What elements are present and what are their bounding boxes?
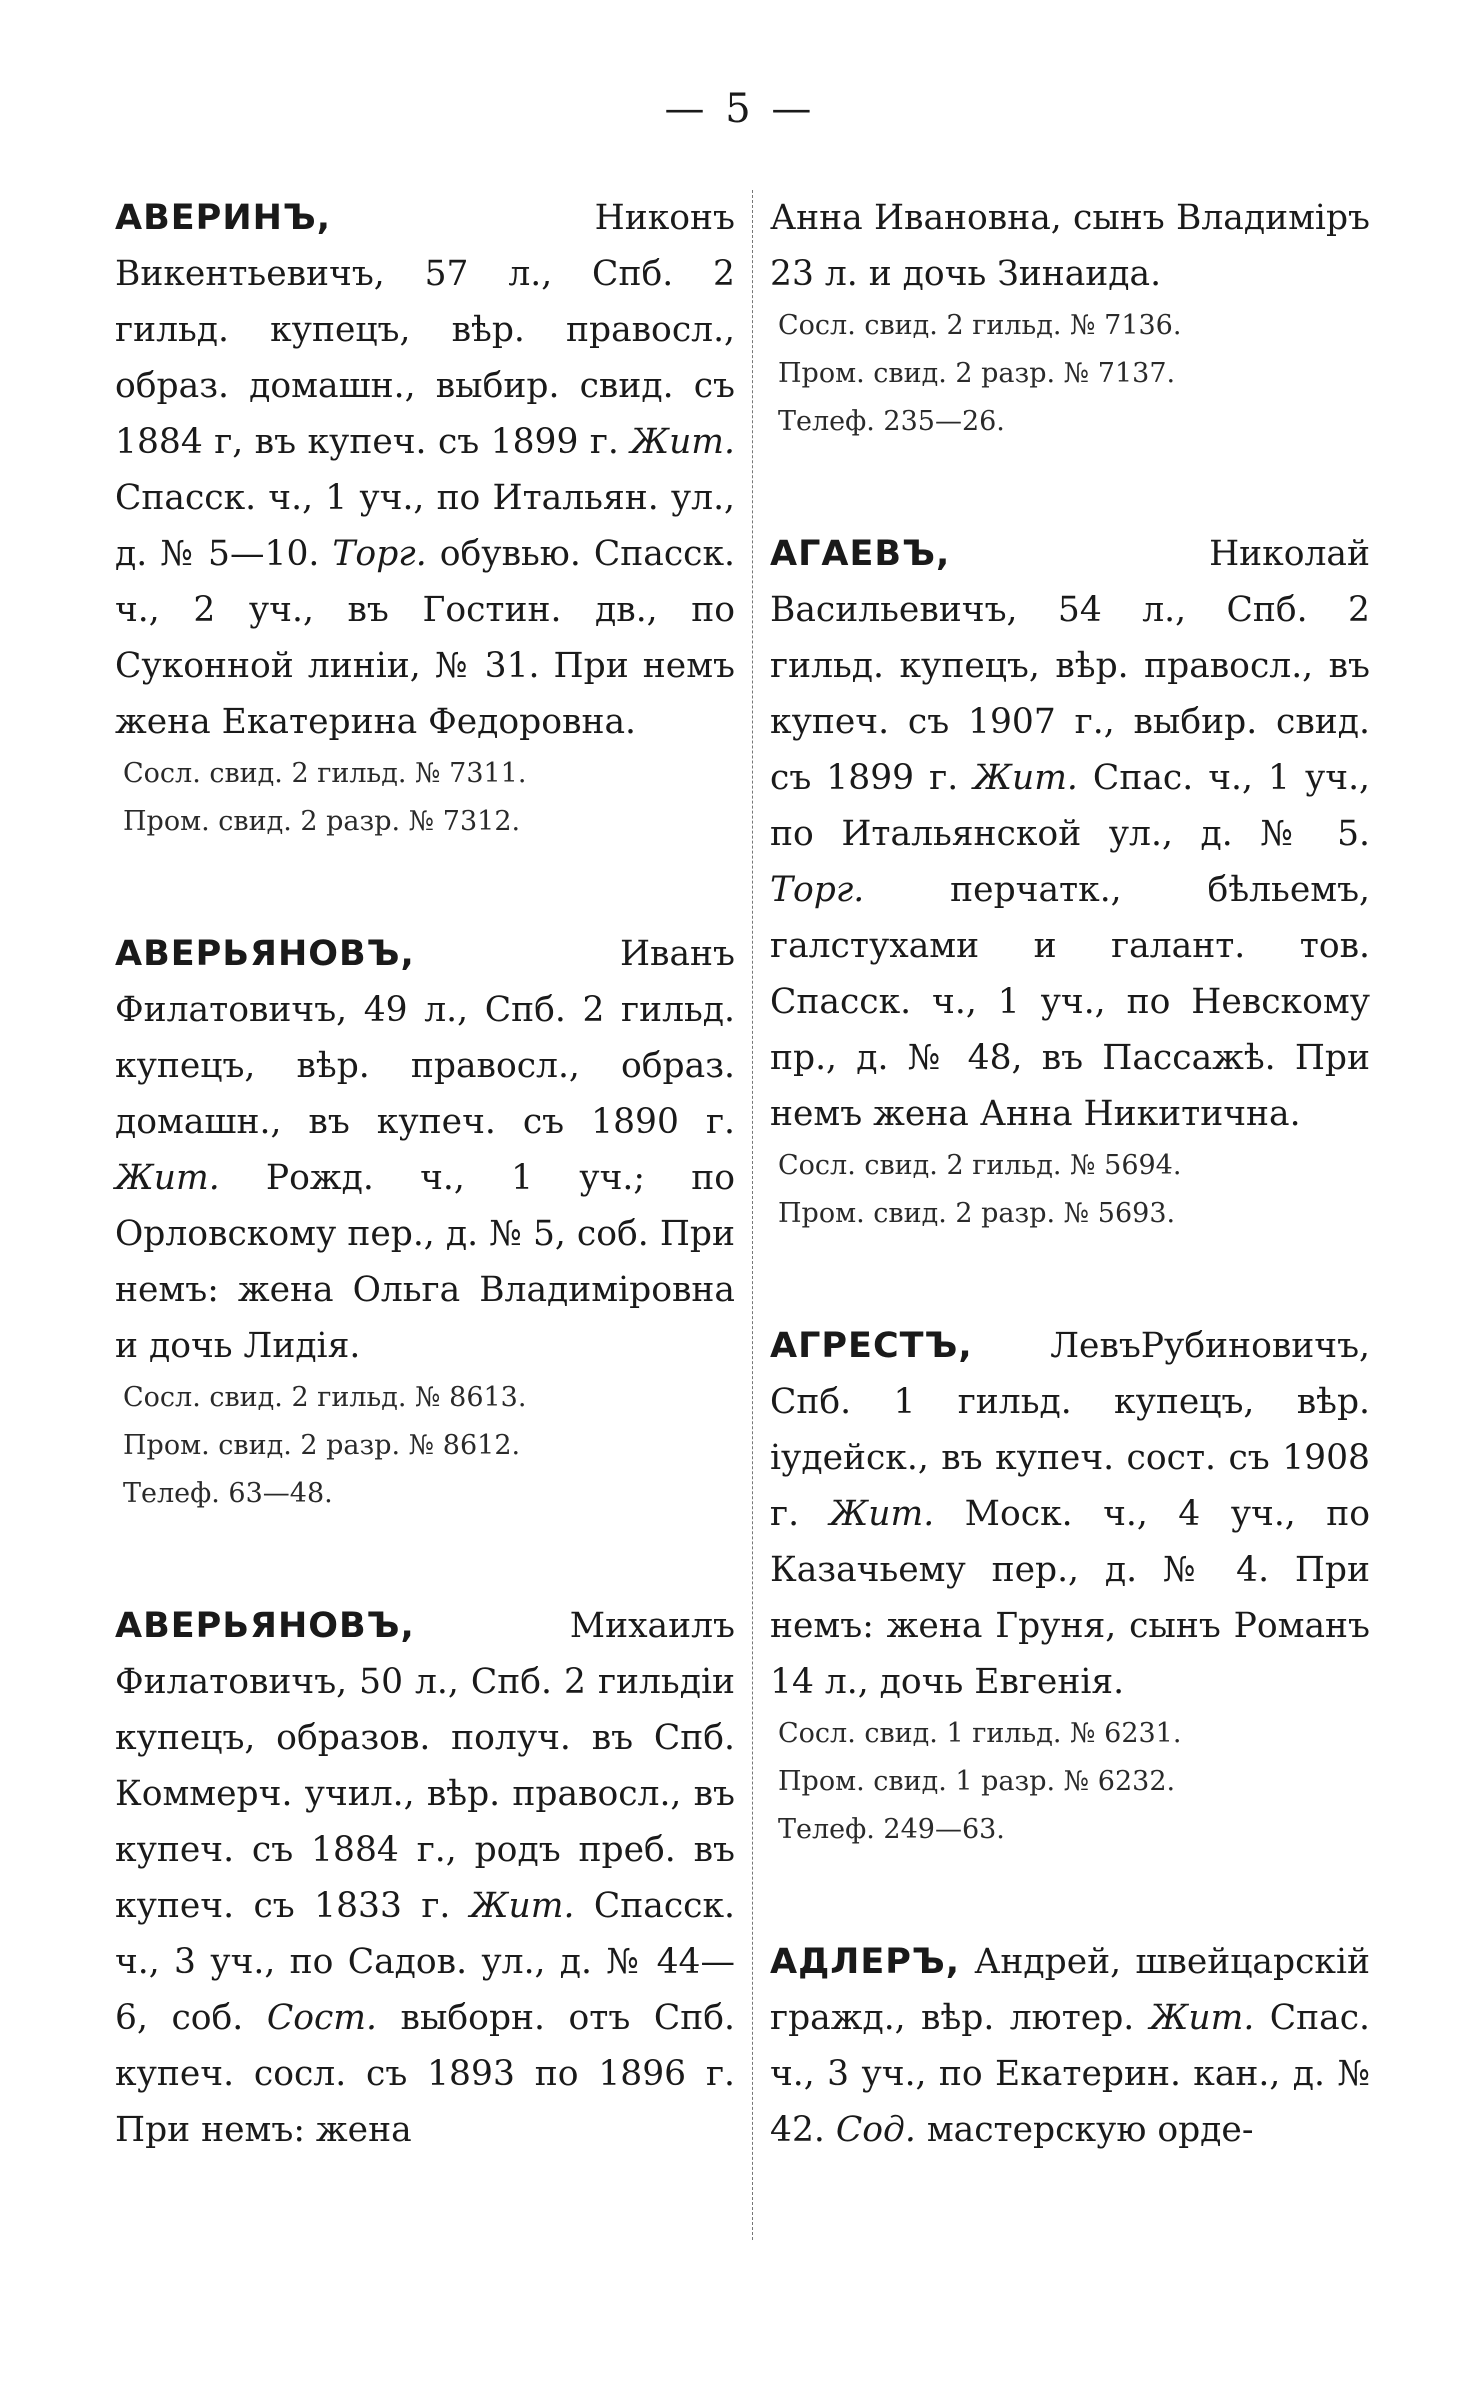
entry-text: [115, 190, 735, 750]
license-line: Сосл. свид. 2 гильд. № 7311.: [123, 758, 527, 789]
license-line: Сосл. свид. 2 гильд. № 8613.: [123, 1382, 527, 1413]
abbr-zhit: Жит.: [829, 1494, 935, 1534]
entry-body: перчатк., бѣльемъ, галстухами и галант. тов. Спасск. ч., 1 уч., по Невскому пр., д. № 48, въ Пассажѣ. При немъ жена Анна Никитична.: [770, 870, 1370, 1134]
license-line: Сосл. свид. 1 гильд. № 6231.: [778, 1718, 1182, 1749]
left-column: [115, 190, 735, 2238]
phone-line: Телеф. 249—63.: [778, 1814, 1005, 1845]
entry-body: обувью. Спасск. ч., 2 уч., въ Гостин. дв., по Суконной линіи, № 31. При немъ жена Екатерина Федоровна.: [115, 534, 735, 742]
entry-adler: [770, 1934, 1370, 2158]
entry-averyanov-mikhail: [115, 1598, 735, 2158]
entry-body: Николай Васильевичъ, 54 л., Спб. 2 гильд. купецъ, вѣр. правосл., въ купеч. съ 1907 г., выбир. свид. съ 1899 г.: [770, 534, 1370, 798]
abbr-torg: Торг.: [332, 534, 427, 574]
entry-surname: АВЕРЬЯНОВЪ,: [115, 1606, 415, 1646]
entry-body: Спас. ч., 3 уч., по Екатерин. кан., д. № 42.: [770, 1998, 1371, 2150]
entry-surname: АВЕРЬЯНОВЪ,: [115, 934, 415, 974]
entry-text: [770, 1934, 1370, 2158]
entry-body: мастерскую орде-: [915, 2110, 1254, 2150]
license-line: Пром. свид. 2 разр. № 8612.: [123, 1430, 521, 1461]
entry-text: [770, 1318, 1370, 1710]
entry-body: Иванъ Филатовичъ, 49 л., Спб. 2 гильд. купецъ, вѣр. правосл., образ. домашн., въ купеч. съ 1890 г.: [115, 934, 735, 1142]
entry-averin: [115, 190, 735, 846]
license-line: Пром. свид. 1 разр. № 6232.: [778, 1766, 1176, 1797]
entry-text: [770, 526, 1370, 1142]
license-line: Пром. свид. 2 разр. № 5693.: [778, 1198, 1176, 1229]
entry-body: Моск. ч., 4 уч., по Казачьему пер., д. № 4. При немъ: жена Груня, сынъ Романъ 14 л., дочь Евгенія.: [770, 1494, 1370, 1702]
entry-body: Никонъ Викентьевичъ, 57 л., Спб. 2 гильд. купецъ, вѣр. правосл., образ. домашн., выбир. свид. съ 1884 г, въ купеч. съ 1899 г.: [115, 198, 735, 462]
phone-line: Телеф. 63—48.: [123, 1478, 333, 1509]
entry-body: Михаилъ Филатовичъ, 50 л., Спб. 2 гильдіи купецъ, образов. получ. въ Спб. Коммерч. учил., вѣр. правосл., въ купеч. съ 1884 г., родъ преб. въ купеч. съ 1833 г.: [115, 1606, 735, 1926]
entry-body: Андрей, швейцарскій гражд., вѣр. лютер.: [770, 1942, 1370, 2038]
abbr-sod: Сод.: [835, 2110, 916, 2150]
entry-body: выборн. отъ Спб. купеч. сосл. съ 1893 по 1896 г. При немъ: жена: [115, 1998, 735, 2150]
entry-averyanov-ivan: [115, 926, 735, 1518]
entry-surname: АДЛЕРЪ,: [770, 1942, 961, 1982]
page-number: — 5 —: [664, 86, 816, 132]
license-line: Сосл. свид. 2 гильд. № 5694.: [778, 1150, 1182, 1181]
entry-body: Рожд. ч., 1 уч.; по Орловскому пер., д. № 5, соб. При немъ: жена Ольга Владиміровна и дочь Лидія.: [115, 1158, 735, 1366]
license-line: Пром. свид. 2 разр. № 7137.: [778, 358, 1176, 389]
entry-surname: АГРЕСТЪ,: [770, 1326, 973, 1366]
entry-body: Анна Ивановна, сынъ Владиміръ 23 л. и дочь Зинаида.: [770, 198, 1370, 294]
entry-text: [115, 926, 735, 1374]
entry-body: ЛевъРубиновичъ, Спб. 1 гильд. купецъ, вѣр. іудейск., въ купеч. сост. съ 1908 г.: [770, 1326, 1370, 1534]
abbr-zhit: Жит.: [469, 1886, 575, 1926]
entry-body: Спасск. ч., 3 уч., по Садов. ул., д. № 44—6, соб.: [115, 1886, 735, 2038]
column-divider: [752, 190, 753, 2240]
entry-averyanov-mikhail-cont: [770, 190, 1370, 446]
abbr-torg: Торг.: [770, 870, 865, 910]
right-column: [770, 190, 1370, 2238]
abbr-zhit: Жит.: [973, 758, 1078, 798]
entry-body: Спасск. ч., 1 уч., по Итальян. ул., д. № 5—10.: [115, 478, 735, 574]
abbr-zhit: Жит.: [115, 1158, 220, 1198]
entry-surname: АГАЕВЪ,: [770, 534, 951, 574]
phone-line: Телеф. 235—26.: [778, 406, 1005, 437]
entry-surname: АВЕРИНЪ,: [115, 198, 332, 238]
entry-agaev: [770, 526, 1370, 1238]
abbr-zhit: Жит.: [1149, 1998, 1255, 2038]
license-line: Пром. свид. 2 разр. № 7312.: [123, 806, 521, 837]
entry-text: [770, 190, 1370, 302]
entry-agrest: [770, 1318, 1370, 1854]
abbr-zhit: Жит.: [630, 422, 735, 462]
entry-text: [115, 1598, 735, 2158]
abbr-sost: Сост.: [266, 1998, 377, 2038]
entry-body: Спас. ч., 1 уч., по Итальянской ул., д. № 5.: [770, 758, 1370, 854]
license-line: Сосл. свид. 2 гильд. № 7136.: [778, 310, 1182, 341]
